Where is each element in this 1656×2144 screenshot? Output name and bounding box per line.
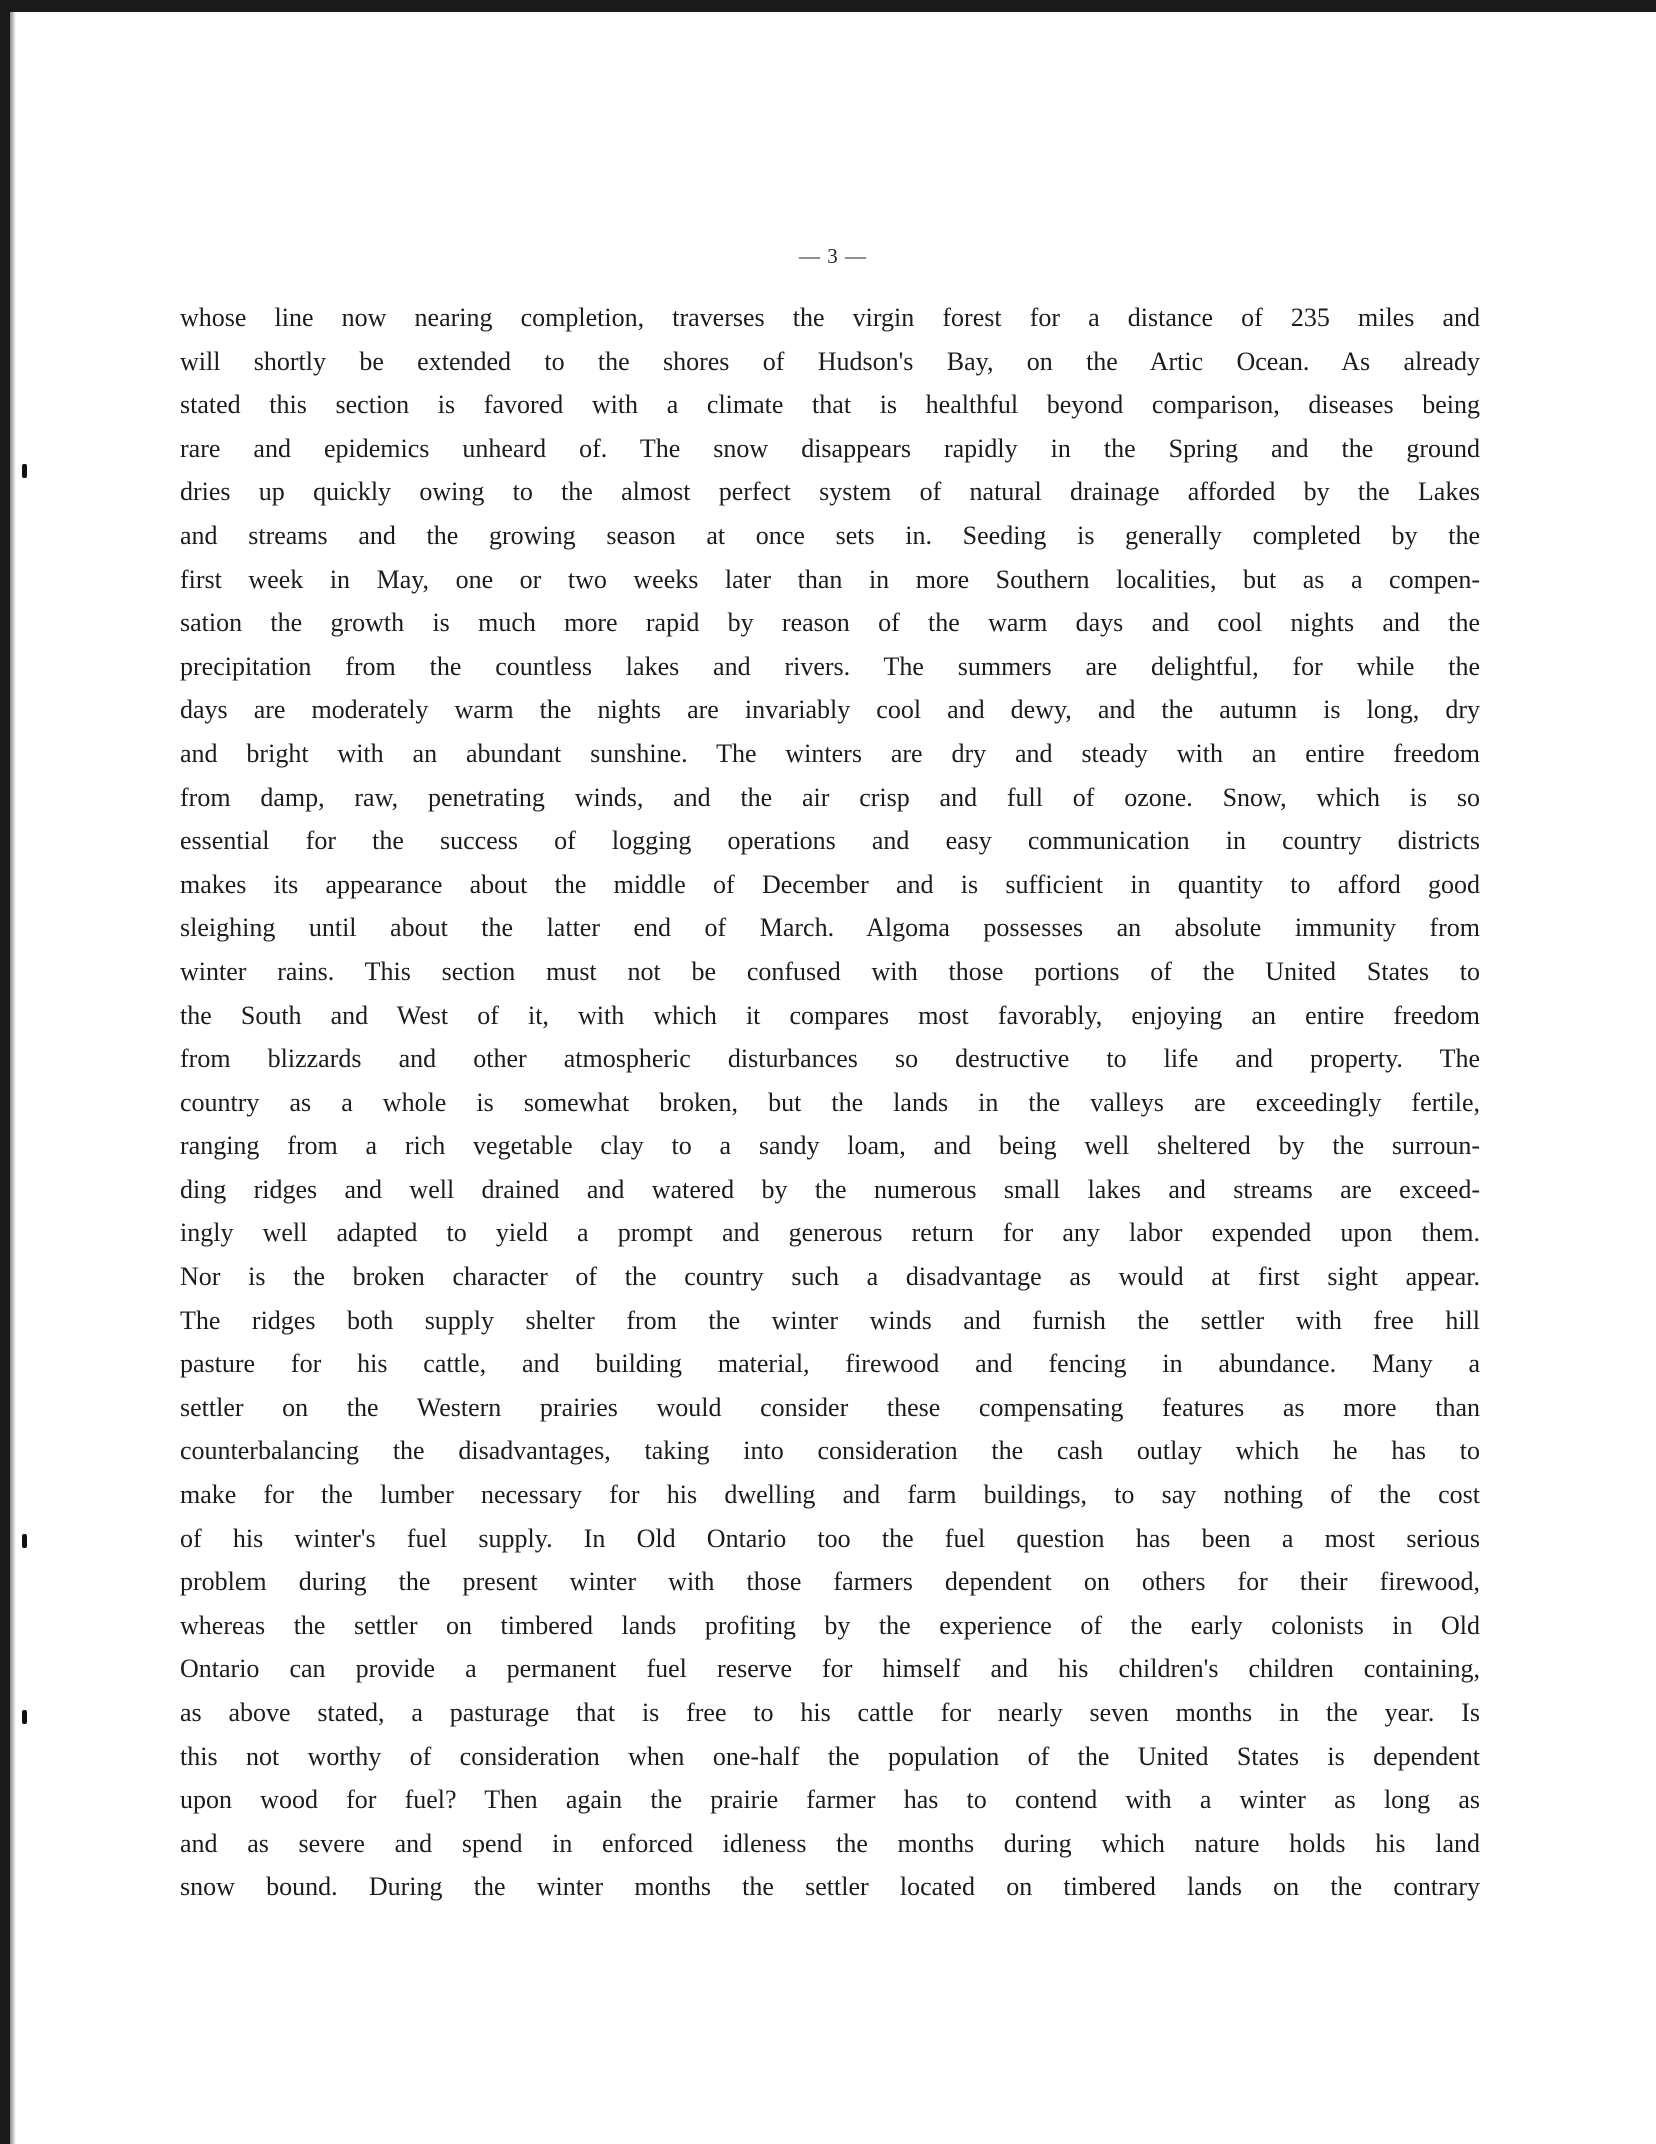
text-line: ranging from a rich vegetable clay to a sandy loam, and being well sheltered by the surroun- xyxy=(180,1131,1480,1161)
text-line: the South and West of it, with which it compares most favorably, enjoying an entire freedom xyxy=(180,1000,1480,1030)
text-line: and bright with an abundant sunshine. The winters are dry and steady with an entire freedom xyxy=(180,738,1480,768)
text-line: dries up quickly owing to the almost perfect system of natural drainage afforded by the Lakes xyxy=(180,477,1480,507)
text-line: and as severe and spend in enforced idleness the months during which nature holds his land xyxy=(180,1828,1480,1858)
text-line: ingly well adapted to yield a prompt and generous return for any labor expended upon them. xyxy=(180,1218,1480,1248)
text-line: will shortly be extended to the shores of Hudson's Bay, on the Artic Ocean. As already xyxy=(180,346,1480,376)
text-line: problem during the present winter with those farmers dependent on others for their firewood, xyxy=(180,1567,1480,1597)
text-line: Ontario can provide a permanent fuel reserve for himself and his children's children containing, xyxy=(180,1654,1480,1684)
text-line: first week in May, one or two weeks later than in more Southern localities, but as a compen- xyxy=(180,564,1480,594)
text-line: from blizzards and other atmospheric disturbances so destructive to life and property. The xyxy=(180,1044,1480,1074)
text-line: this not worthy of consideration when one-half the population of the United States is dependent xyxy=(180,1741,1480,1771)
text-line: whose line now nearing completion, traverses the virgin forest for a distance of 235 miles and xyxy=(180,303,1480,332)
text-line: and streams and the growing season at once sets in. Seeding is generally completed by the xyxy=(180,520,1480,550)
text-line: from damp, raw, penetrating winds, and the air crisp and full of ozone. Snow, which is so xyxy=(180,782,1480,812)
text-line: counterbalancing the disadvantages, taking into consideration the cash outlay which he has to xyxy=(180,1436,1480,1466)
text-line: sleighing until about the latter end of March. Algoma possesses an absolute immunity from xyxy=(180,913,1480,943)
text-line: sation the growth is much more rapid by reason of the warm days and cool nights and the xyxy=(180,608,1480,638)
text-line: of his winter's fuel supply. In Old Ontario too the fuel question has been a most serious xyxy=(180,1523,1480,1553)
text-line: make for the lumber necessary for his dwelling and farm buildings, to say nothing of the cost xyxy=(180,1480,1480,1510)
binding-mark xyxy=(22,464,27,478)
binding-mark xyxy=(22,1710,27,1724)
text-line: Nor is the broken character of the country such a disadvantage as would at first sight appear. xyxy=(180,1262,1480,1292)
text-line: ding ridges and well drained and watered by the numerous small lakes and streams are exceed- xyxy=(180,1174,1480,1204)
text-line: stated this section is favored with a climate that is healthful beyond comparison, diseases being xyxy=(180,390,1480,420)
text-line: as above stated, a pasturage that is free to his cattle for nearly seven months in the year. Is xyxy=(180,1698,1480,1727)
text-line: rare and epidemics unheard of. The snow disappears rapidly in the Spring and the ground xyxy=(180,433,1480,463)
page-number: — 3 — xyxy=(799,244,867,268)
text-line: precipitation from the countless lakes and rivers. The summers are delightful, for while the xyxy=(180,651,1480,681)
text-line: The ridges both supply shelter from the winter winds and furnish the settler with free hill xyxy=(180,1305,1480,1335)
text-line: settler on the Western prairies would consider these compensating features as more than xyxy=(180,1392,1480,1422)
text-line: days are moderately warm the nights are invariably cool and dewy, and the autumn is long, dry xyxy=(180,695,1480,725)
text-line: pasture for his cattle, and building material, firewood and fencing in abundance. Many a xyxy=(180,1349,1480,1379)
page-edge xyxy=(10,12,16,2144)
text-line: snow bound. During the winter months the settler located on timbered lands on the contrary xyxy=(180,1872,1480,1902)
text-line: country as a whole is somewhat broken, but the lands in the valleys are exceedingly fertile, xyxy=(180,1087,1480,1117)
binding-mark xyxy=(22,1534,27,1548)
text-line: essential for the success of logging operations and easy communication in country districts xyxy=(180,826,1480,856)
text-line: makes its appearance about the middle of December and is sufficient in quantity to afford good xyxy=(180,869,1480,899)
text-line: winter rains. This section must not be confused with those portions of the United States to xyxy=(180,956,1480,986)
text-line: whereas the settler on timbered lands profiting by the experience of the early colonists in Old xyxy=(180,1610,1480,1640)
document-page xyxy=(10,12,1656,2144)
body-paragraph xyxy=(180,296,1480,1909)
text-line: upon wood for fuel? Then again the prairie farmer has to contend with a winter as long as xyxy=(180,1785,1480,1815)
